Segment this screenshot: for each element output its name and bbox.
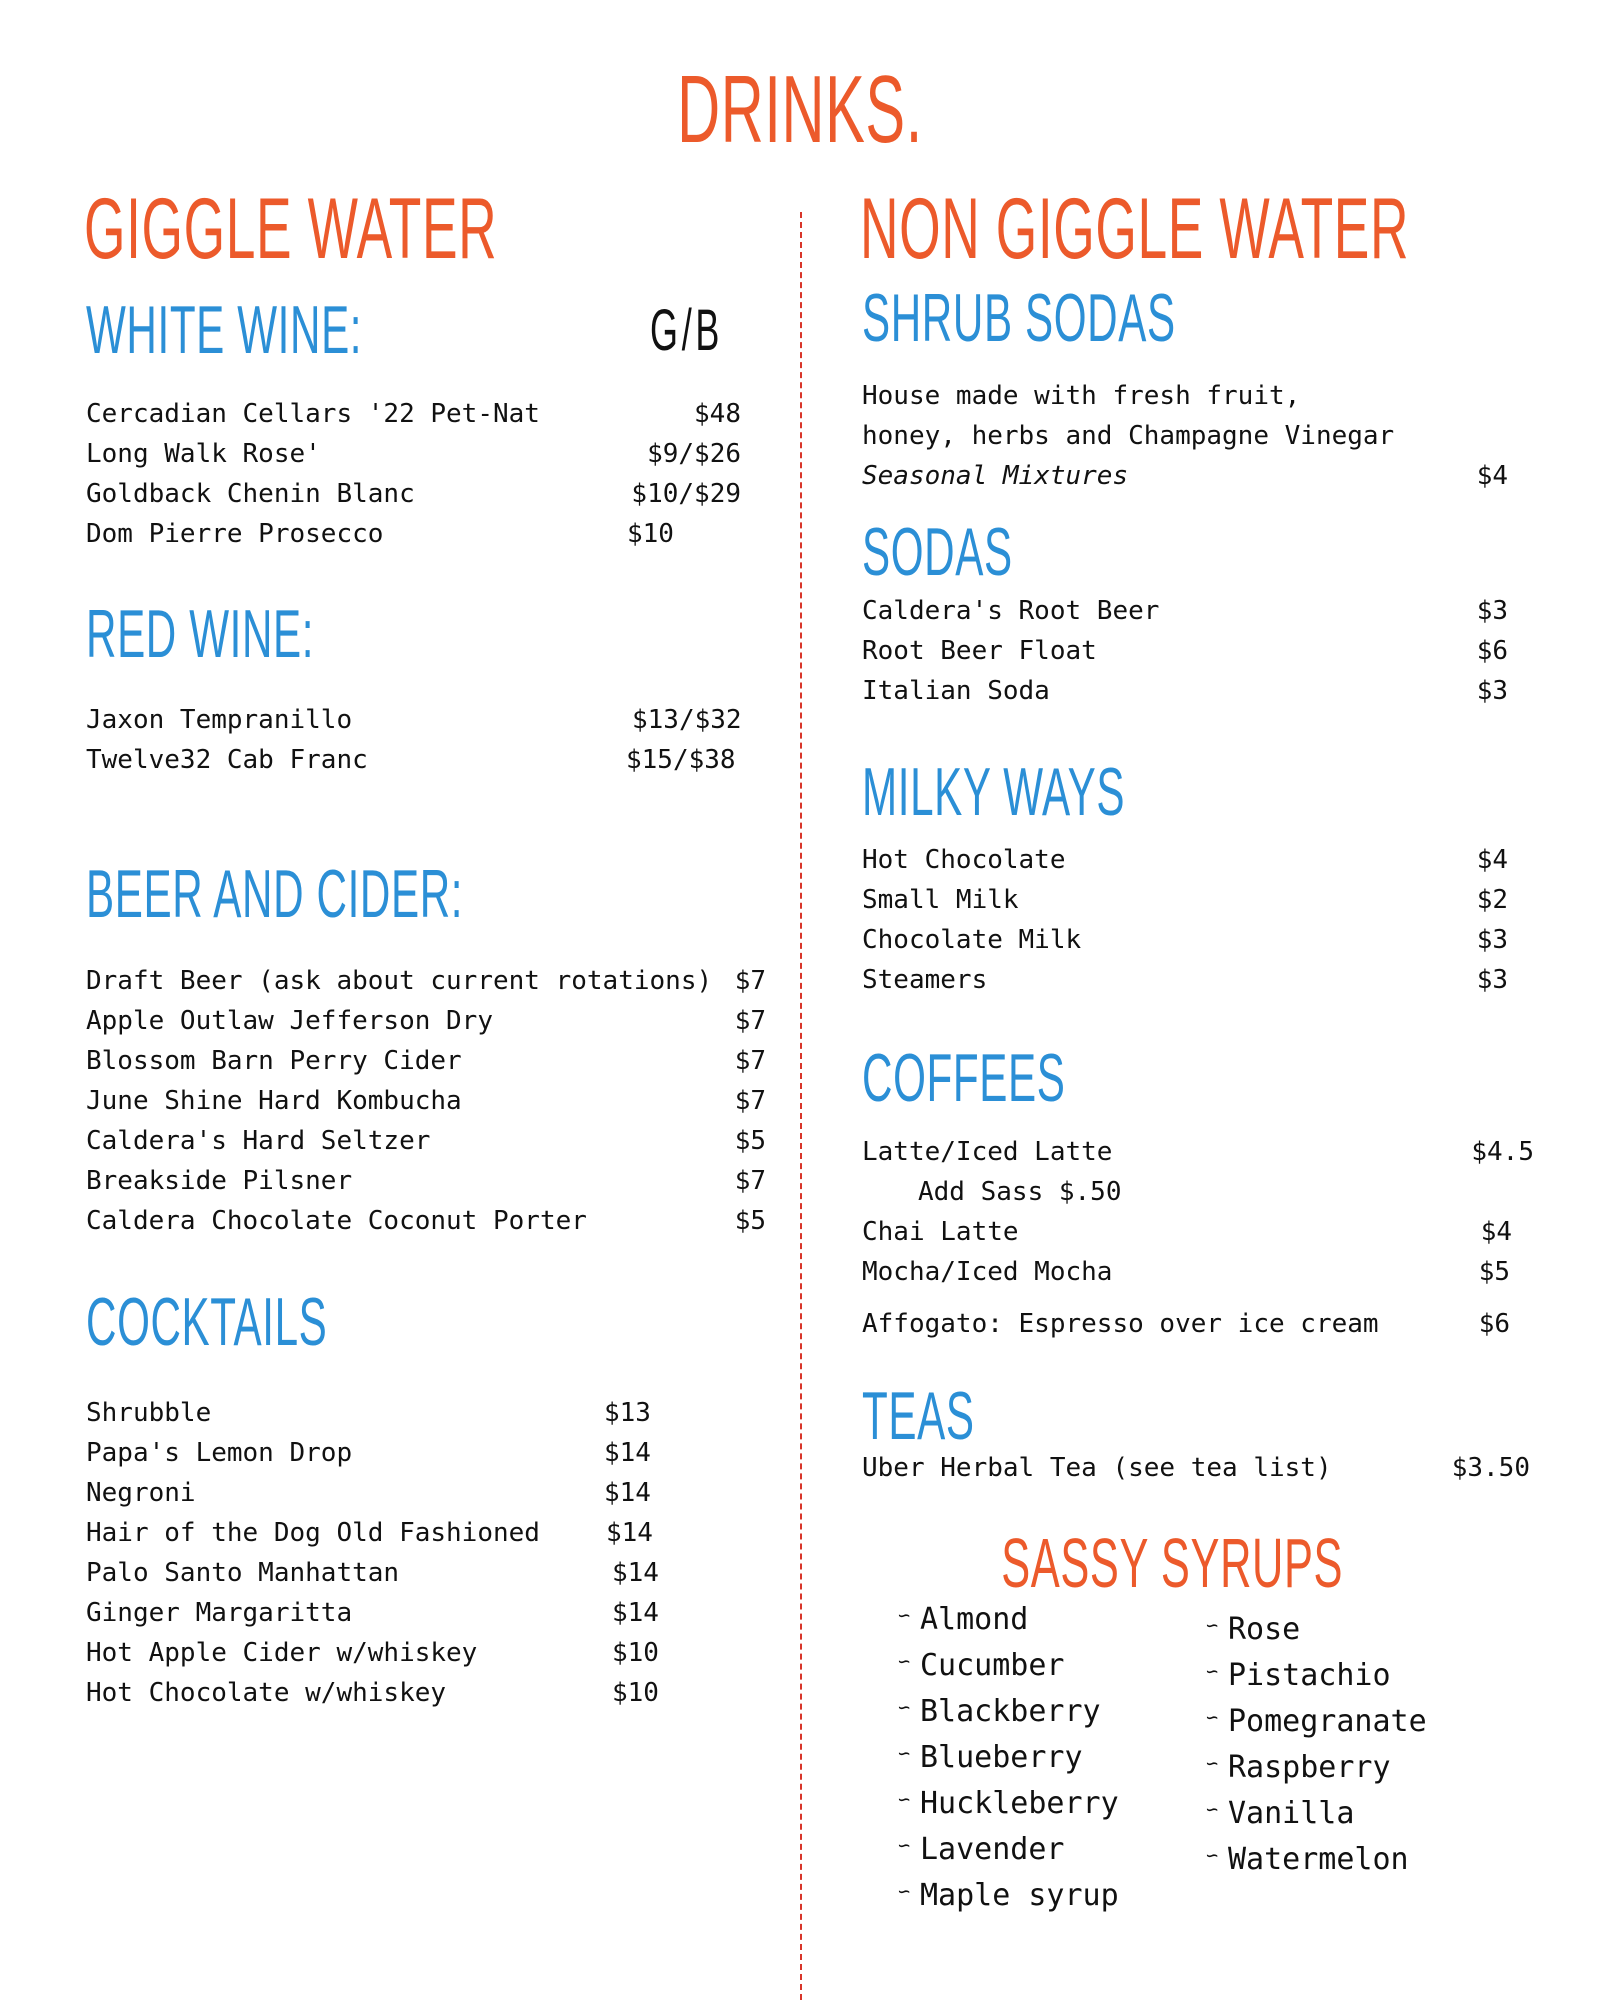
item-name: Seasonal Mixtures [862,461,1129,491]
list-item [86,1513,666,1553]
syrup-item [898,1646,1065,1686]
list-item [86,1593,666,1633]
list-item [86,961,766,1001]
squiggle-icon: ∽ [1206,1659,1219,1683]
squiggle-icon: ∽ [898,1787,911,1811]
shrub-description-line-1: House made with fresh fruit, [862,381,1301,411]
syrup-label: Raspberry [1228,1750,1391,1785]
item-name: Goldback Chenin Blanc [86,479,415,509]
list-item [918,1172,1318,1212]
syrup-item [1206,1794,1354,1834]
syrup-label: Blueberry [920,1740,1083,1775]
item-price: $14 [612,1598,659,1628]
list-item [86,1433,666,1473]
list-item [86,1553,666,1593]
syrup-label: Almond [920,1602,1029,1637]
item-name: Chai Latte [862,1217,1019,1247]
item-price: $14 [604,1438,651,1468]
item-name: Uber Herbal Tea (see tea list) [862,1453,1332,1483]
syrup-label: Lavender [920,1832,1065,1867]
item-name: Steamers [862,965,988,995]
list-item [862,1448,1530,1488]
syrup-item [1206,1702,1427,1742]
list-item [86,474,741,514]
syrup-label: Pomegranate [1228,1704,1427,1739]
item-name: Papa's Lemon Drop [86,1438,353,1468]
list-item [86,1001,766,1041]
syrup-item [1206,1610,1300,1650]
syrup-item [898,1692,1101,1732]
syrup-item [1206,1748,1391,1788]
glass-bottle-label: G/B [650,298,724,363]
giggle-water-heading: GIGGLE WATER [84,181,498,277]
squiggle-icon: ∽ [898,1879,911,1903]
list-item [862,880,1508,920]
item-name: Breakside Pilsner [86,1166,353,1196]
item-name: Add Sass $.50 [918,1177,1122,1207]
sassy-syrups-heading: SASSY SYRUPS [1001,1524,1344,1602]
list-item [86,1081,766,1121]
item-name: Hot Chocolate w/whiskey [86,1678,447,1708]
item-name: Caldera's Hard Seltzer [86,1126,431,1156]
item-price: $10 [612,1638,659,1668]
list-item [86,1633,666,1673]
syrup-item [898,1830,1065,1870]
item-name: Small Milk [862,885,1019,915]
item-name: Caldera Chocolate Coconut Porter [86,1206,587,1236]
item-name: Italian Soda [862,676,1050,706]
item-price: $7 [734,1046,766,1076]
item-price: $5 [734,1126,766,1156]
item-price: $4.5 [1471,1137,1534,1167]
syrup-item [898,1876,1119,1916]
list-item [86,1041,766,1081]
page-title: DRINKS. [677,56,923,163]
syrup-item [898,1784,1119,1824]
list-item [862,1212,1512,1252]
red-wine-heading: RED WINE: [86,596,315,672]
beer-cider-heading: BEER AND CIDER: [86,856,464,932]
squiggle-icon: ∽ [1206,1843,1219,1867]
list-item [86,740,741,780]
list-item [862,960,1508,1000]
non-giggle-water-heading: NON GIGGLE WATER [860,181,1410,277]
squiggle-icon: ∽ [1206,1797,1219,1821]
squiggle-icon: ∽ [898,1695,911,1719]
item-name: Jaxon Tempranillo [86,705,353,735]
list-item [862,840,1508,880]
list-item [86,1393,666,1433]
list-item [86,1473,666,1513]
item-name: Mocha/Iced Mocha [862,1257,1113,1287]
item-name: Caldera's Root Beer [862,596,1160,626]
syrup-label: Rose [1228,1612,1301,1647]
item-price: $48 [694,399,741,429]
white-wine-heading: WHITE WINE: [86,292,363,368]
syrup-label: Pistachio [1228,1658,1391,1693]
shrub-sodas-heading: SHRUB SODAS [862,280,1176,356]
item-price: $3 [1476,965,1508,995]
item-price: $13 [604,1398,651,1428]
item-name: Blossom Barn Perry Cider [86,1046,462,1076]
item-name: Draft Beer (ask about current rotations) [86,966,713,996]
item-name: June Shine Hard Kombucha [86,1086,462,1116]
item-price: $4 [1476,845,1508,875]
list-item [862,456,1508,496]
item-name: Affogato: Espresso over ice cream [862,1309,1379,1339]
syrup-label: Blackberry [920,1694,1101,1729]
sodas-heading: SODAS [862,514,1013,590]
item-price: $7 [734,966,766,996]
item-price: $6 [1476,636,1508,666]
item-name: Ginger Margaritta [86,1598,353,1628]
syrup-item [1206,1840,1409,1880]
item-name: Twelve32 Cab Franc [86,745,368,775]
list-item [86,434,741,474]
item-name: Cercadian Cellars '22 Pet-Nat [86,399,540,429]
list-item [86,1201,766,1241]
syrup-item [898,1600,1028,1640]
syrup-label: Maple syrup [920,1878,1119,1913]
syrup-label: Watermelon [1228,1842,1409,1877]
item-price: $4 [1476,461,1508,491]
list-item [862,1252,1510,1292]
squiggle-icon: ∽ [1206,1751,1219,1775]
column-divider [800,212,802,2000]
squiggle-icon: ∽ [1206,1613,1219,1637]
syrup-item [898,1738,1083,1778]
list-item [862,920,1508,960]
item-price: $5 [1478,1257,1510,1287]
item-name: Palo Santo Manhattan [86,1558,400,1588]
syrup-label: Huckleberry [920,1786,1119,1821]
list-item [86,700,741,740]
item-price: $15/$38 [626,745,736,775]
shrub-description-line-2: honey, herbs and Champagne Vinegar [862,421,1395,451]
item-name: Apple Outlaw Jefferson Dry [86,1006,493,1036]
item-price: $14 [604,1478,651,1508]
item-price: $10/$29 [631,479,741,509]
item-price: $10 [627,519,674,549]
item-name: Latte/Iced Latte [862,1137,1113,1167]
item-name: Chocolate Milk [862,925,1082,955]
item-price: $5 [734,1206,766,1236]
item-name: Hot Apple Cider w/whiskey [86,1638,478,1668]
item-price: $7 [734,1006,766,1036]
item-price: $7 [734,1166,766,1196]
list-item [862,1304,1510,1344]
syrup-item [1206,1656,1391,1696]
item-price: $4 [1480,1217,1512,1247]
list-item [86,1673,666,1713]
item-name: Long Walk Rose' [86,439,321,469]
item-price: $2 [1476,885,1508,915]
item-price: $10 [612,1678,659,1708]
item-name: Root Beer Float [862,636,1097,666]
list-item [86,1161,766,1201]
item-price: $3 [1476,596,1508,626]
item-price: $3 [1476,925,1508,955]
list-item [862,671,1508,711]
item-price: $7 [734,1086,766,1116]
item-name: Negroni [86,1478,196,1508]
item-price: $6 [1478,1309,1510,1339]
squiggle-icon: ∽ [898,1833,911,1857]
item-name: Hot Chocolate [862,845,1066,875]
list-item [86,1121,766,1161]
squiggle-icon: ∽ [898,1741,911,1765]
coffees-heading: COFFEES [862,1040,1066,1116]
item-price: $14 [606,1518,653,1548]
item-price: $14 [612,1558,659,1588]
list-item [862,631,1508,671]
squiggle-icon: ∽ [898,1649,911,1673]
cocktails-heading: COCKTAILS [86,1284,328,1360]
milky-ways-heading: MILKY WAYS [862,754,1126,830]
item-name: Dom Pierre Prosecco [86,519,384,549]
squiggle-icon: ∽ [898,1603,911,1627]
item-price: $3 [1476,676,1508,706]
list-item [862,1132,1534,1172]
squiggle-icon: ∽ [1206,1705,1219,1729]
item-name: Shrubble [86,1398,212,1428]
item-price: $9/$26 [647,439,741,469]
teas-heading: TEAS [862,1378,975,1454]
list-item [862,591,1508,631]
syrup-label: Vanilla [1228,1796,1355,1831]
list-item [86,514,741,554]
syrup-label: Cucumber [920,1648,1065,1683]
item-price: $3.50 [1451,1453,1530,1483]
item-name: Hair of the Dog Old Fashioned [86,1518,540,1548]
list-item [86,394,741,434]
item-price: $13/$32 [632,705,742,735]
